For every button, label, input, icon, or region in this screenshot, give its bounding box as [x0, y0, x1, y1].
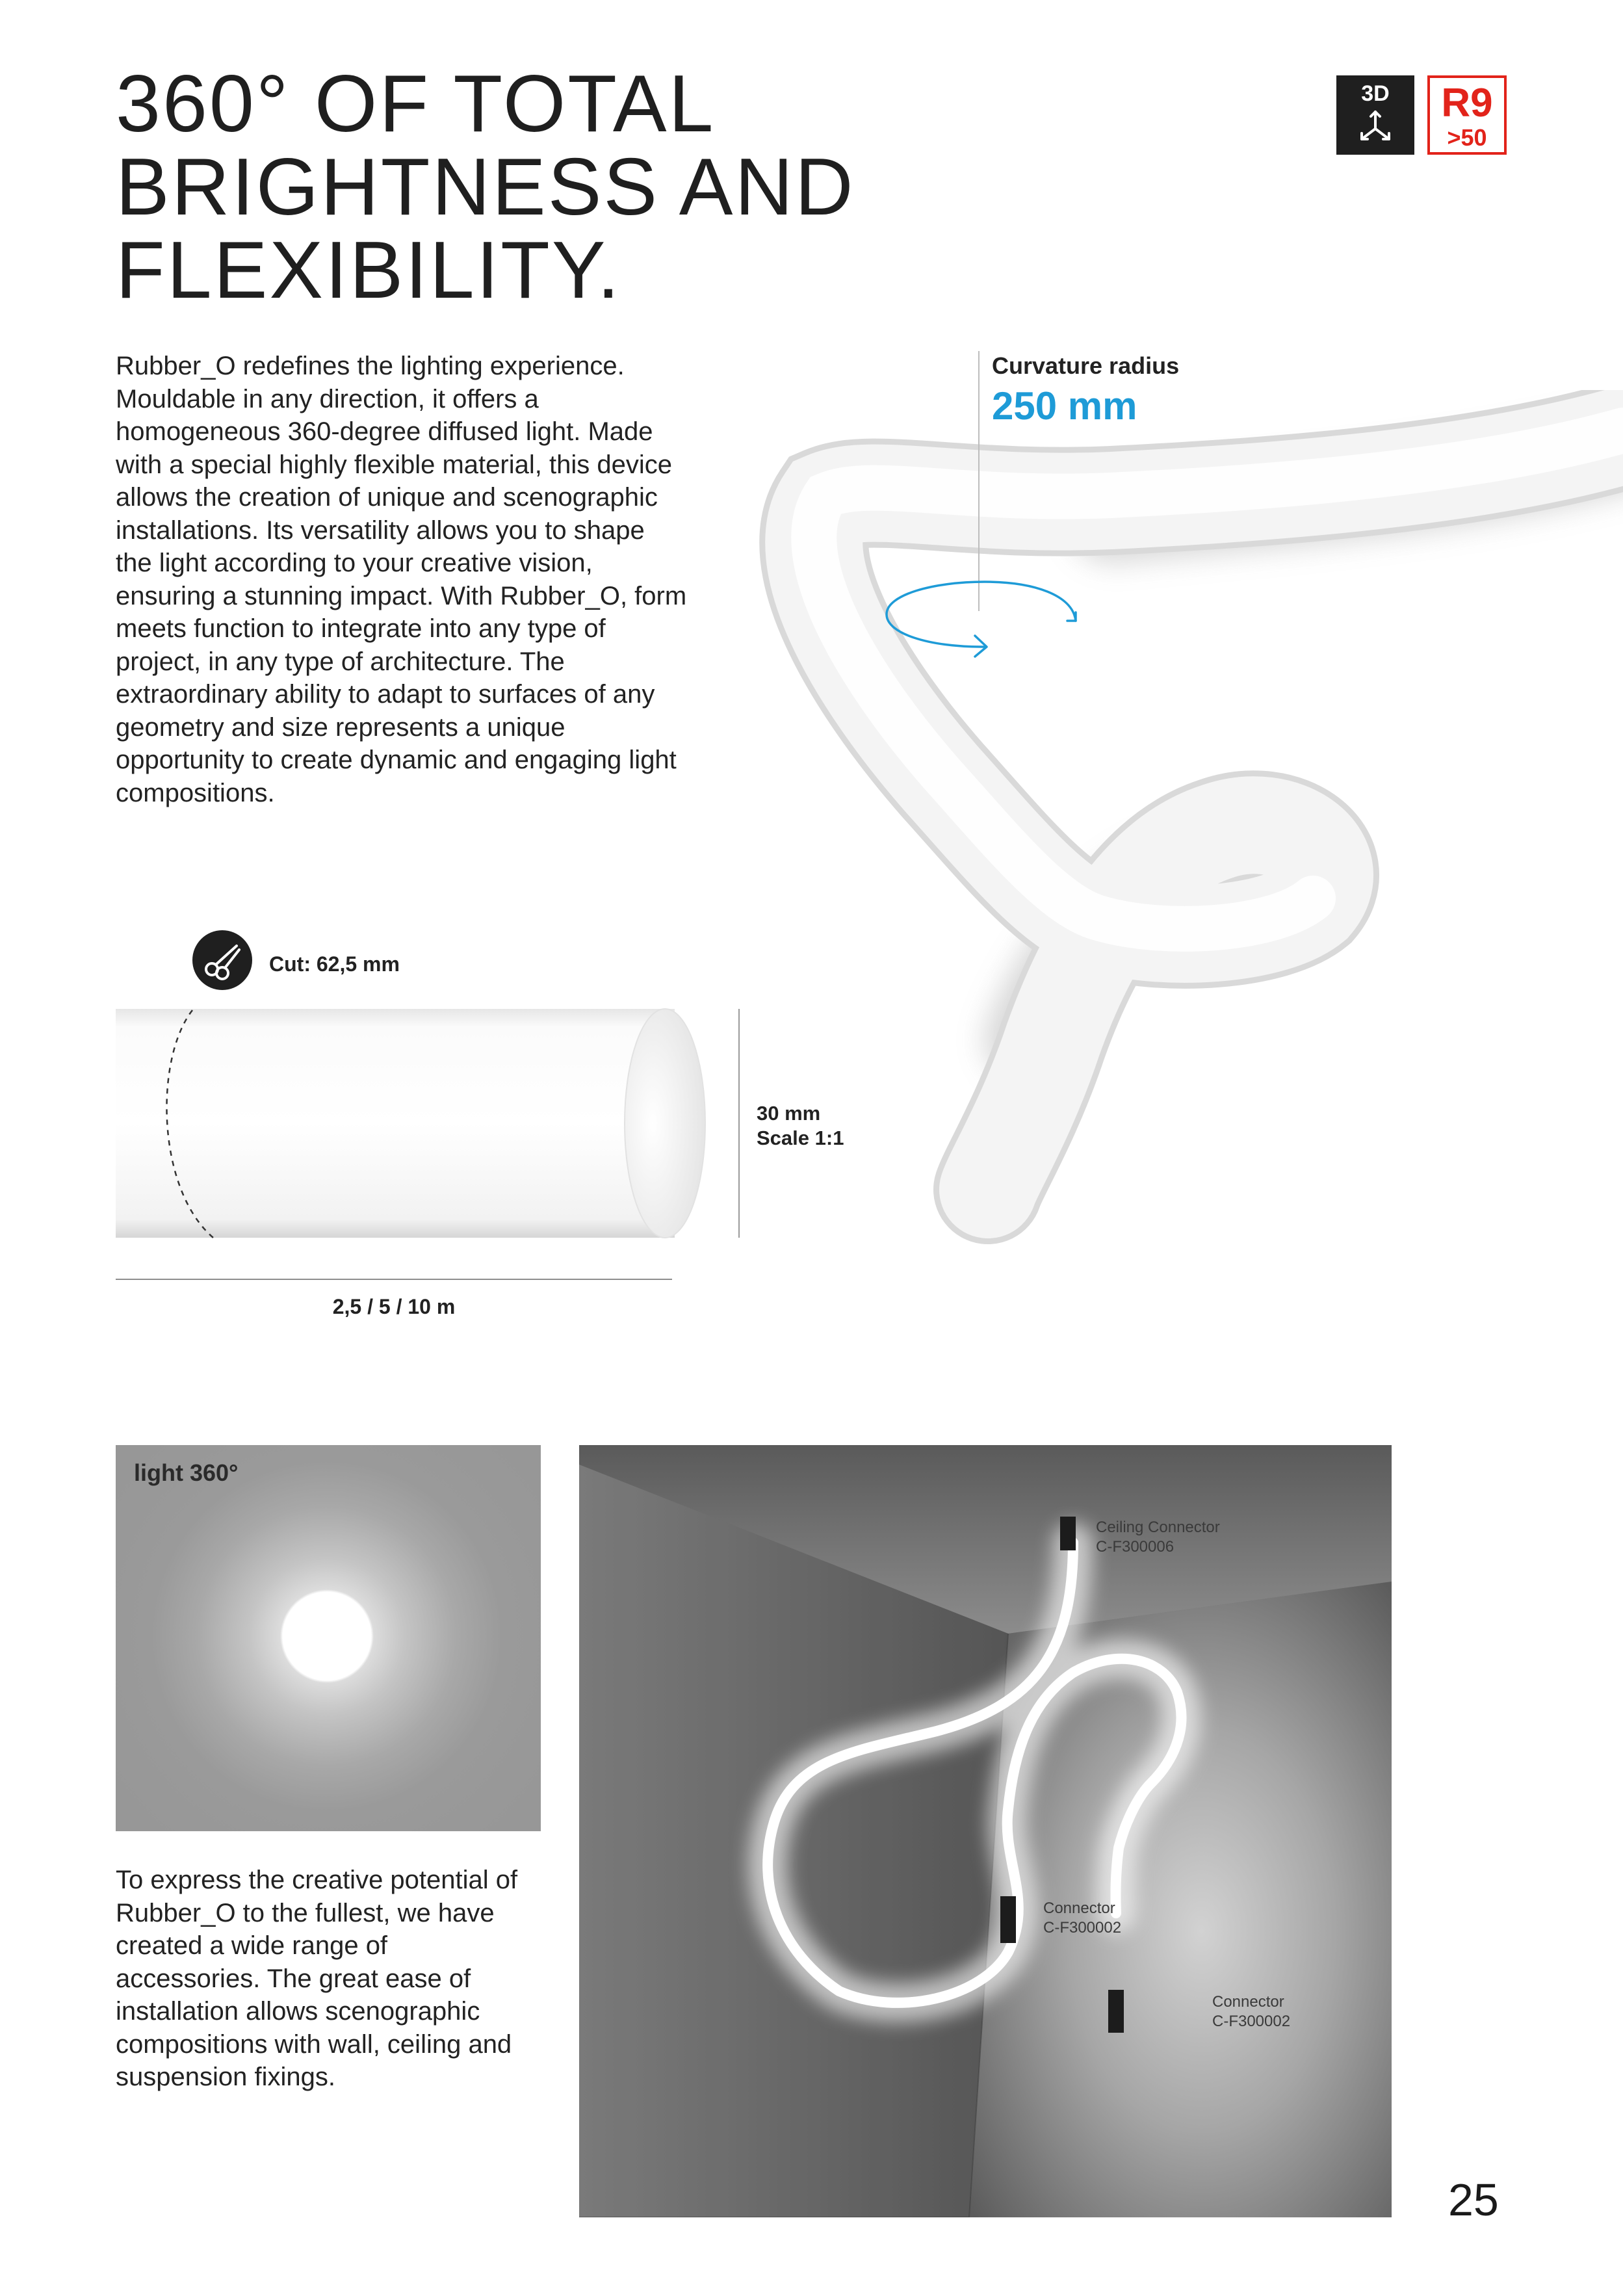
- connector-label-2: [1212, 1992, 1290, 2031]
- page-title: [116, 59, 896, 315]
- title-line-3: FLEXIBILITY.: [116, 226, 622, 315]
- connector-marker-2: [1108, 1990, 1124, 2033]
- tube-profile-illustration: [116, 1006, 707, 1242]
- rotation-arrow-icon: [877, 559, 1092, 663]
- badge-3d-label: 3D: [1361, 81, 1390, 106]
- title-line-2: BRIGHTNESS AND: [116, 142, 855, 232]
- connector-marker-1: [1000, 1896, 1016, 1943]
- scissors-icon: [192, 930, 252, 990]
- connector-2-name: Connector: [1212, 1993, 1284, 2011]
- page-number: 25: [1448, 2174, 1499, 2225]
- connector-label-1: [1043, 1899, 1121, 1938]
- ceiling-connector-marker: [1060, 1517, 1076, 1550]
- ceiling-connector-label: [1096, 1518, 1220, 1557]
- length-options: 2,5 / 5 / 10 m: [332, 1295, 456, 1318]
- badge-r9: [1427, 75, 1507, 155]
- installation-photo: [579, 1445, 1392, 2217]
- installation-scene: [579, 1445, 1392, 2217]
- connector-2-code: C-F300002: [1212, 2013, 1291, 2030]
- light-360-label: light 360°: [134, 1459, 239, 1486]
- badge-r9-label: R9: [1441, 81, 1493, 125]
- badge-r9-value: >50: [1447, 124, 1487, 151]
- ceiling-connector-name: Ceiling Connector: [1096, 1519, 1220, 1536]
- ceiling-connector-code: C-F300006: [1096, 1538, 1175, 1556]
- scale-value: Scale 1:1: [757, 1127, 844, 1149]
- accessories-paragraph: To express the creative potential of Rubber_O to the fullest, we have created a wide range of accessories. The great ease of installation allows scenographic compositions with wall, ceiling and suspension fixings.: [116, 1866, 518, 2091]
- product-tube-illustration: [747, 390, 1623, 1300]
- connector-1-code: C-F300002: [1043, 1919, 1122, 1937]
- connector-1-name: Connector: [1043, 1899, 1115, 1917]
- diameter-info: [757, 1101, 844, 1151]
- intro-paragraph: Rubber_O redefines the lighting experience. Mouldable in any direction, it offers a homogeneous 360-degree diffused light. Made with a special highly flexible material, this device allows the creation of unique and scenographic installations. Its versatility allows you to shape the light according to your creative vision, ensuring a stunning impact. With Rubber_O, form meets function to integrate into any type of project, in any type of architecture. The extraordinary ability to adapt to surfaces of any geometry and size represents a unique opportunity to create dynamic and engaging light compositions.: [116, 352, 687, 807]
- curvature-label: Curvature radius: [992, 352, 1180, 379]
- badge-3d: [1336, 75, 1414, 155]
- diameter-dimension-line: [738, 1009, 740, 1238]
- curvature-value: 250 mm: [992, 384, 1137, 428]
- length-dimension-line: [116, 1279, 672, 1280]
- title-line-1: 360° OF TOTAL: [116, 59, 716, 149]
- light-360-diagram: [116, 1445, 541, 1831]
- diameter-value: 30 mm: [757, 1102, 821, 1125]
- cut-label: Cut: 62,5 mm: [269, 952, 400, 976]
- axes-icon: [1356, 108, 1395, 144]
